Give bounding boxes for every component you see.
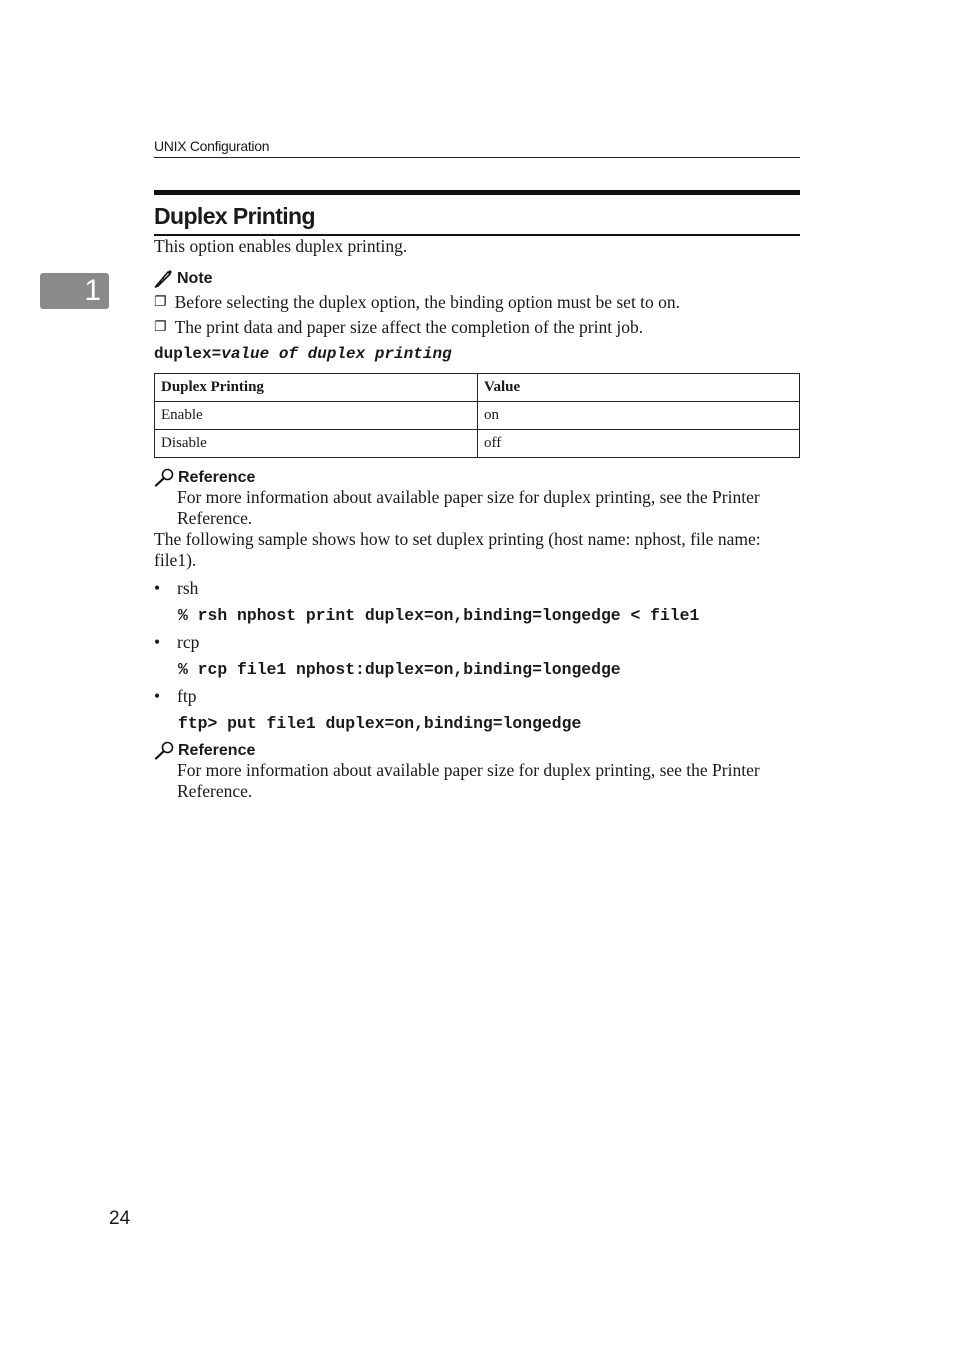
page-number: 24 <box>109 1208 131 1229</box>
table-cell: off <box>478 430 800 458</box>
duplex-value-table <box>154 373 800 458</box>
reference-text: For more information about available paper size for duplex printing, see the Printer Reference. <box>177 487 760 528</box>
section-title: Duplex Printing <box>154 190 800 236</box>
command-line: % rcp file1 nphost:duplex=on,binding=longedge <box>178 660 621 679</box>
note-item <box>154 292 800 313</box>
reference-label: Reference <box>178 468 256 486</box>
list-item <box>154 578 800 599</box>
command-line: ftp> put file1 duplex=on,binding=longedge <box>178 714 582 733</box>
reference-heading <box>154 468 800 487</box>
sample-intro: The following sample shows how to set duplex printing (host name: nphost, file name: file1). <box>154 529 761 570</box>
chapter-tab: 1 <box>40 273 109 309</box>
table-row <box>155 402 800 430</box>
table-row <box>155 430 800 458</box>
note-label: Note <box>177 270 213 287</box>
table-cell: on <box>478 402 800 430</box>
table-header-cell: Duplex Printing <box>155 374 478 402</box>
table-header-cell: Value <box>478 374 800 402</box>
running-header: UNIX Configuration <box>154 138 800 158</box>
table-cell: Enable <box>155 402 478 430</box>
reference-label: Reference <box>178 741 256 759</box>
note-item <box>154 317 800 338</box>
note-item-text: Before selecting the duplex option, the binding option must be set to on. <box>174 292 681 312</box>
list-item <box>154 632 800 653</box>
table-header-row <box>155 374 800 402</box>
list-item <box>154 686 800 707</box>
bullet-icon: • <box>154 632 161 652</box>
bullet-icon: • <box>154 686 161 706</box>
sample-label: rsh <box>177 578 199 598</box>
checkbox-bullet-icon: ❐ <box>154 319 167 335</box>
table-cell: Disable <box>155 430 478 458</box>
magnifier-icon <box>154 468 175 487</box>
reference-text: For more information about available paper size for duplex printing, see the Printer Reference. <box>177 760 760 801</box>
pencil-icon <box>154 270 174 288</box>
syntax-line <box>154 345 800 363</box>
syntax-argument: value of duplex printing <box>221 345 452 363</box>
syntax-keyword: duplex= <box>154 345 222 363</box>
section-intro: This option enables duplex printing. <box>154 236 408 256</box>
note-heading <box>154 270 800 288</box>
checkbox-bullet-icon: ❐ <box>154 294 167 310</box>
command-line: % rsh nphost print duplex=on,binding=longedge < file1 <box>178 606 700 625</box>
note-item-text: The print data and paper size affect the completion of the print job. <box>174 317 644 337</box>
magnifier-icon <box>154 741 175 760</box>
sample-label: ftp <box>177 686 197 706</box>
duplex-section <box>154 190 800 802</box>
reference-heading <box>154 741 800 760</box>
sample-label: rcp <box>177 632 200 652</box>
bullet-icon: • <box>154 578 161 598</box>
